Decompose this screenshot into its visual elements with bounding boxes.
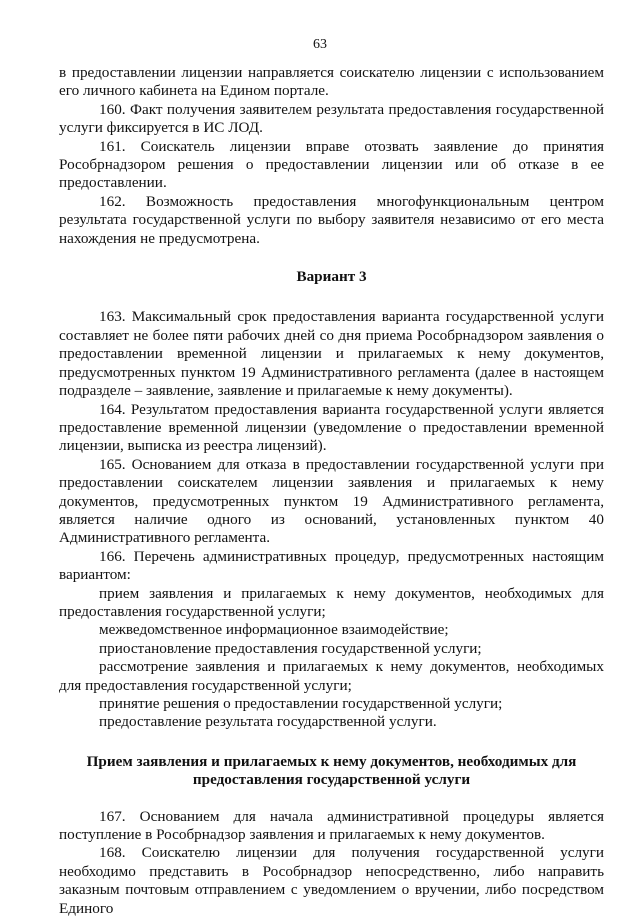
paragraph: 164. Результатом предоставления варианта государственной услуги является предоставление временной лицензии (уведомление о предоставлении временной лицензии, выписка из реестра лицензий). — [59, 400, 604, 455]
spacer — [59, 732, 604, 753]
document-body — [59, 64, 604, 918]
paragraph: прием заявления и прилагаемых к нему документов, необходимых для предоставления государственной услуги; — [59, 584, 604, 620]
paragraph: в предоставлении лицензии направляется соискателю лицензии с использованием его личного кабинета на Едином портале. — [59, 64, 604, 100]
paragraph: 161. Соискатель лицензии вправе отозвать заявление до принятия Рособрнадзором решения о предоставлении лицензии или об отказе в ее предоставлении. — [59, 137, 604, 192]
paragraph: 165. Основанием для отказа в предоставлении государственной услуги при предоставлении соискателем лицензии заявления и прилагаемых к нему документов, предусмотренных пунктом 19 Административного регламента, является наличие одного из оснований, установленных пунктом 40 Административного регламента. — [59, 455, 604, 547]
paragraph: предоставление результата государственной услуги. — [99, 713, 437, 731]
paragraph: 163. Максимальный срок предоставления варианта государственной услуги составляет не более пяти рабочих дней со дня приема Рособрнадзором заявления о предоставлении временной лицензии и прилагаемых к нему документов, предусмотренных пунктом 19 Административного регламента (далее в настоящем подразделе – заявление, заявление и прилагаемые к нему документы). — [59, 308, 604, 400]
paragraph: рассмотрение заявления и прилагаемых к нему документов, необходимых для предоставления государственной услуги; — [59, 658, 604, 694]
paragraph: приостановление предоставления государственной услуги; — [99, 639, 482, 657]
spacer — [59, 248, 604, 268]
paragraph: 167. Основанием для начала административной процедуры является поступление в Рособрнадзор заявления и прилагаемых к нему документов. — [59, 807, 604, 844]
section-heading: Вариант 3 — [296, 268, 367, 286]
paragraph: 166. Перечень административных процедур, предусмотренных настоящим вариантом: — [59, 547, 604, 584]
paragraph: принятие решения о предоставлении государственной услуги; — [99, 695, 503, 712]
spacer — [59, 286, 604, 308]
paragraph: 168. Соискателю лицензии для получения государственной услуги необходимо представить в Рособрнадзор непосредственно, либо направить заказным почтовым отправлением с уведомлением о вручении, либо посредством Единого — [59, 844, 604, 917]
page-number: 63 — [313, 37, 327, 52]
paragraph: межведомственное информационное взаимодействие; — [99, 621, 449, 639]
paragraph: 160. Факт получения заявителем результата предоставления государственной услуги фиксируется в ИС ЛОД. — [59, 100, 604, 137]
paragraph: 162. Возможность предоставления многофункциональным центром результата государственной услуги по выбору заявителя независимо от его места нахождения не предусмотрена. — [59, 192, 604, 247]
section-heading: Прием заявления и прилагаемых к нему документов, необходимых для предоставления государственной услуги — [86, 752, 577, 789]
spacer — [59, 790, 604, 808]
